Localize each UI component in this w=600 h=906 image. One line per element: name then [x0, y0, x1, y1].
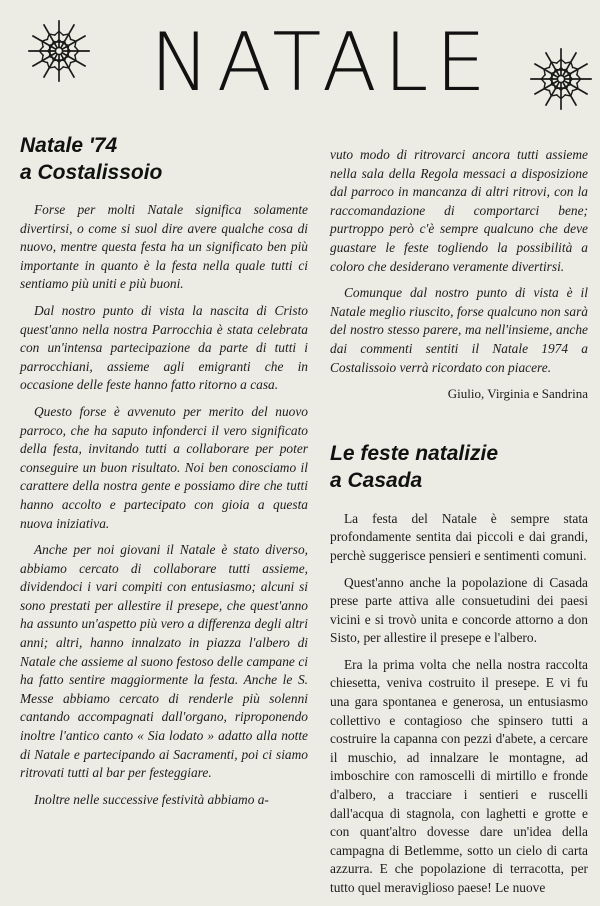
paragraph: vuto modo di ritrovarci ancora tutti assieme nella sala della Regola messaci a disposizione dal parroco in mancanza di altri ritrovi, con la raccomandazione di comportarci bene; purtroppo però c'è sempre qualcuno che deve guastare le feste togliendo la possibilità a coloro che desiderano veramente divertirsi.	[330, 147, 588, 274]
article-title-line: a Costalissoio	[20, 161, 163, 184]
paragraph: Era la prima volta che nella nostra raccolta chiesetta, veniva costruito il presepe. E vi fu una gara spontanea e generosa, un entusiasmo collettivo e contagioso che spinsero tutti a costruire la capanna con pezzi d'abete, a cercare il muschio, ad innalzare le montagne, ad imboschire con ramoscelli di mirtillo e fronde d'albero, a tracciare i sentieri e ruscelli dall'acqua di stagnola, con laghetti e grotte e con quant'altro dovesse dare un'idea della campagna di Betlemme, sotto un cielo di carta azzurra. E che popolazione di terracotta, per tutto quel meraviglioso paese! Le nuove	[330, 656, 588, 895]
article-title-line: Natale '74	[20, 134, 118, 157]
right-column	[330, 146, 588, 906]
paragraph: Forse per molti Natale significa solamente divertirsi, o come si suol dire avere qualche cosa di nuovo, mentre questa festa ha un significato ben più importante in quanto è la festa nella quale tutti ci sentiamo più uniti e più buoni.	[20, 202, 308, 292]
paragraph: Anche per noi giovani il Natale è stato diverso, abbiamo cercato di collaborare tutti assieme, dividendoci i vari compiti con entusiasmo; alcuni si sono prestati per allestire il presepe, che quest'anno ha assunto un'aspetto più vero a differenza degli altri anni; altri, hanno innalzato in piazza l'albero di Natale che assieme al suono festoso delle campane ci ha fatto sentire maggiormente la festa. Anche le S. Messe abbiamo cercato di renderle più solenni cantando accompagnati dall'organo, riproponendo inoltre l'antico canto « Sia lodato » adatto alla notte di Natale e partecipando ai Sacramenti, poi ci siamo ritrovati tutti al bar per festeggiare.	[20, 542, 308, 781]
paragraph: Dal nostro punto di vista la nascita di Cristo quest'anno nella nostra Parrocchia è stata celebrata con un'intensa partecipazione da parte di tutti i parrocchiani, assieme agli emigranti che in occasione delle feste hanno fatto ritorno a casa.	[20, 302, 308, 393]
article-continuation	[330, 146, 588, 377]
article-title-line: a Casada	[330, 468, 423, 492]
article-signature: Giulio, Virginia e Sandrina	[447, 386, 588, 402]
article-title-line: Le feste natalizie	[330, 441, 499, 465]
page-title: NATALE	[150, 16, 493, 109]
article-body-casada	[330, 510, 588, 898]
paragraph: Quest'anno anche la popolazione di Casada prese parte attiva alle consuetudini dei paesi vicini e si trovò unita e concorde attorno a don Sisto, per allestire il presepe e l'albero.	[330, 574, 588, 646]
snowflake-icon	[24, 16, 94, 86]
paragraph: Inoltre nelle successive festività abbiamo a-	[34, 791, 269, 807]
article-title-costalissoio	[20, 132, 308, 186]
paragraph: Questo forse è avvenuto per merito del nuovo parroco, che ha saputo infonderci il vero significato della festa, invitando tutti a collaborare per poter conseguire un buon risultato. Noi ben conosciamo il carattere della nostra gente e possiamo dire che tutti hanno accolto e partecipato con gioia a questa nuova iniziativa.	[20, 403, 308, 531]
article-title-casada	[330, 440, 588, 494]
snowflake-icon	[526, 44, 596, 114]
article-body-costalissoio	[20, 201, 308, 809]
paragraph: La festa del Natale è sempre stata profondamente sentita dai piccoli e dai grandi, perchè suggerisce pensieri e sentimenti comuni.	[330, 510, 588, 563]
paragraph: Comunque dal nostro punto di vista è il Natale meglio riuscito, forse qualcuno non sarà del nostro stesso parere, ma nell'insieme, anche dai commenti sentiti il Natale 1974 a Costalissoio verrà ricordato con piacere.	[330, 285, 588, 375]
left-column	[20, 132, 308, 817]
